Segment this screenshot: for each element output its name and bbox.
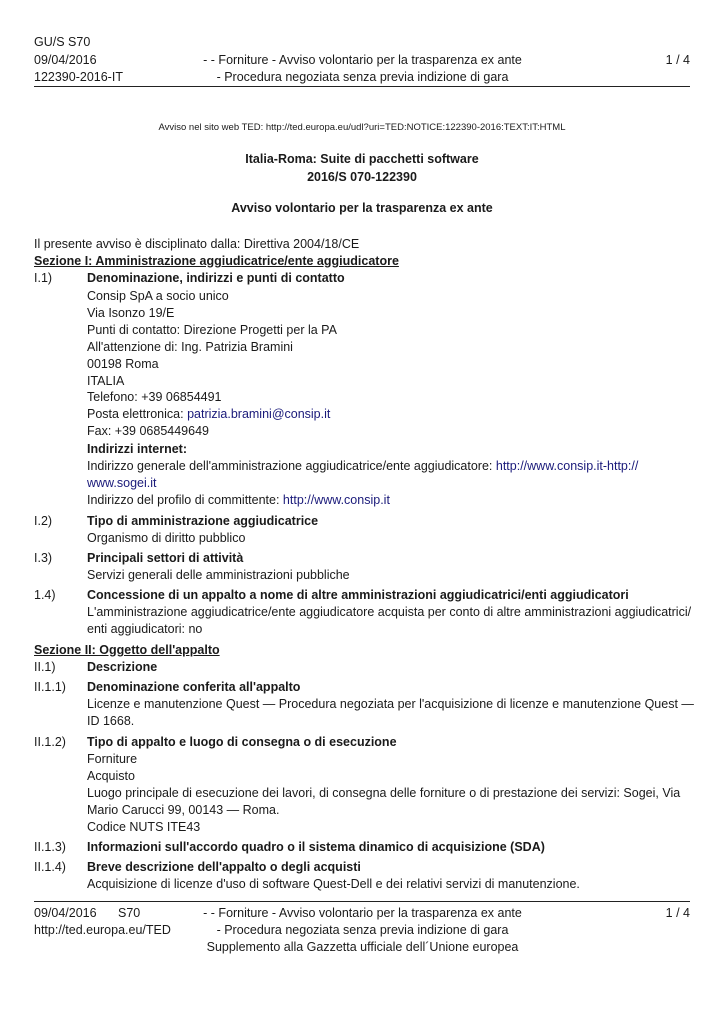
item-value: Licenze e manutenzione Quest — Procedura negoziata per l'acquisizione di licenze e manutenzione Quest — — [87, 697, 694, 711]
item-label: Breve descrizione dell'appalto o degli acquisti — [87, 860, 361, 874]
footer-divider — [34, 901, 690, 902]
general-address-link[interactable]: http://www.consip.it-http:// — [495, 459, 639, 473]
footer-page-number: 1 / 4 — [665, 906, 690, 920]
address-line: ITALIA — [87, 374, 125, 388]
phone-line: Telefono: +39 06854491 — [87, 390, 222, 404]
footer-date: 09/04/2016 — [34, 906, 97, 920]
address-line: Punti di contatto: Direzione Progetti per la PA — [87, 323, 337, 337]
item-label: Informazioni sull'accordo quadro o il sistema dinamico di acquisizione (SDA) — [87, 840, 545, 854]
header-divider — [34, 86, 690, 87]
item-value: Acquisizione di licenze d'uso di software Quest-Dell e dei relativi servizi di manutenzione. — [87, 877, 580, 891]
notice-reference: 2016/S 070-122390 — [307, 170, 417, 184]
item-value: Servizi generali delle amministrazioni pubbliche — [87, 568, 350, 582]
item-value: Codice NUTS ITE43 — [87, 820, 201, 834]
general-address-link-cont[interactable]: www.sogei.it — [87, 476, 157, 490]
profile-address-label: Indirizzo del profilo di committente: — [87, 493, 283, 507]
fax-line: Fax: +39 0685449649 — [87, 424, 209, 438]
section-1-heading: Sezione I: Amministrazione aggiudicatrice/ente aggiudicatore — [34, 254, 399, 268]
item-number: II.1.1) — [34, 680, 66, 694]
item-value: L'amministrazione aggiudicatrice/ente aggiudicatore acquista per conto di altre amministrazioni aggiudicatrici/ — [87, 605, 692, 619]
header-title-line1: - - Forniture - Avviso volontario per la trasparenza ex ante — [203, 53, 522, 67]
item-value: Acquisto — [87, 769, 135, 783]
email-label: Posta elettronica: — [87, 407, 188, 421]
item-number: I.1) — [34, 271, 53, 285]
email-row — [87, 407, 330, 421]
item-label: Tipo di appalto e luogo di consegna o di esecuzione — [87, 735, 397, 749]
item-number: I.2) — [34, 514, 53, 528]
internet-addresses-label: Indirizzi internet: — [87, 442, 187, 456]
header-page-number: 1 / 4 — [665, 53, 690, 67]
item-number: II.1.4) — [34, 860, 66, 874]
item-number: I.3) — [34, 551, 53, 565]
item-label: Concessione di un appalto a nome di altre amministrazioni aggiudicatrici/enti aggiudicatori — [87, 588, 629, 602]
notice-title: Italia-Roma: Suite di pacchetti software — [245, 152, 479, 166]
item-number: 1.4) — [34, 588, 56, 602]
general-address-row — [87, 459, 638, 473]
item-value: ID 1668. — [87, 714, 135, 728]
item-label: Denominazione conferita all'appalto — [87, 680, 301, 694]
item-label: Principali settori di attività — [87, 551, 244, 565]
address-line: 00198 Roma — [87, 357, 159, 371]
header-notice-id: 122390-2016-IT — [34, 70, 123, 84]
item-number: II.1.3) — [34, 840, 66, 854]
notice-type: Avviso volontario per la trasparenza ex ante — [231, 201, 493, 215]
item-number: II.1) — [34, 660, 56, 674]
address-line: Via Isonzo 19/E — [87, 306, 175, 320]
footer-series: S70 — [118, 906, 141, 920]
footer-title-line2: - Procedura negoziata senza previa indizione di gara — [216, 923, 509, 937]
footer-supplement: Supplemento alla Gazzetta ufficiale dell´Unione europea — [206, 940, 519, 954]
footer-url: http://ted.europa.eu/TED — [34, 923, 171, 937]
item-label: Tipo di amministrazione aggiudicatrice — [87, 514, 319, 528]
profile-address-row — [87, 493, 390, 507]
footer-title-line1: - - Forniture - Avviso volontario per la trasparenza ex ante — [203, 906, 522, 920]
item-label: Denominazione, indirizzi e punti di contatto — [87, 271, 345, 285]
header-series: GU/S S70 — [34, 35, 91, 49]
address-line: Consip SpA a socio unico — [87, 289, 229, 303]
item-value: Forniture — [87, 752, 138, 766]
header-date: 09/04/2016 — [34, 53, 97, 67]
general-address-label: Indirizzo generale dell'amministrazione aggiudicatrice/ente aggiudicatore: — [87, 459, 496, 473]
header-title-line2: - Procedura negoziata senza previa indizione di gara — [216, 70, 509, 84]
item-value: Luogo principale di esecuzione dei lavori, di consegna delle forniture o di prestazione dei servizi: Sogei, Via — [87, 786, 681, 800]
profile-address-link[interactable]: http://www.consip.it — [282, 493, 390, 507]
email-link[interactable]: patrizia.bramini@consip.it — [187, 407, 331, 421]
item-value: Mario Carucci 99, 00143 — Roma. — [87, 803, 280, 817]
directive-intro: Il presente avviso è disciplinato dalla: Direttiva 2004/18/CE — [34, 237, 360, 251]
address-line: All'attenzione di: Ing. Patrizia Bramini — [87, 340, 293, 354]
item-value: enti aggiudicatori: no — [87, 622, 203, 636]
section-2-heading: Sezione II: Oggetto dell'appalto — [34, 643, 220, 657]
item-label: Descrizione — [87, 660, 158, 674]
item-number: II.1.2) — [34, 735, 66, 749]
notice-url-line: Avviso nel sito web TED: http://ted.europa.eu/udl?uri=TED:NOTICE:122390-2016:TEXT:IT:HTML — [158, 122, 566, 133]
item-value: Organismo di diritto pubblico — [87, 531, 246, 545]
